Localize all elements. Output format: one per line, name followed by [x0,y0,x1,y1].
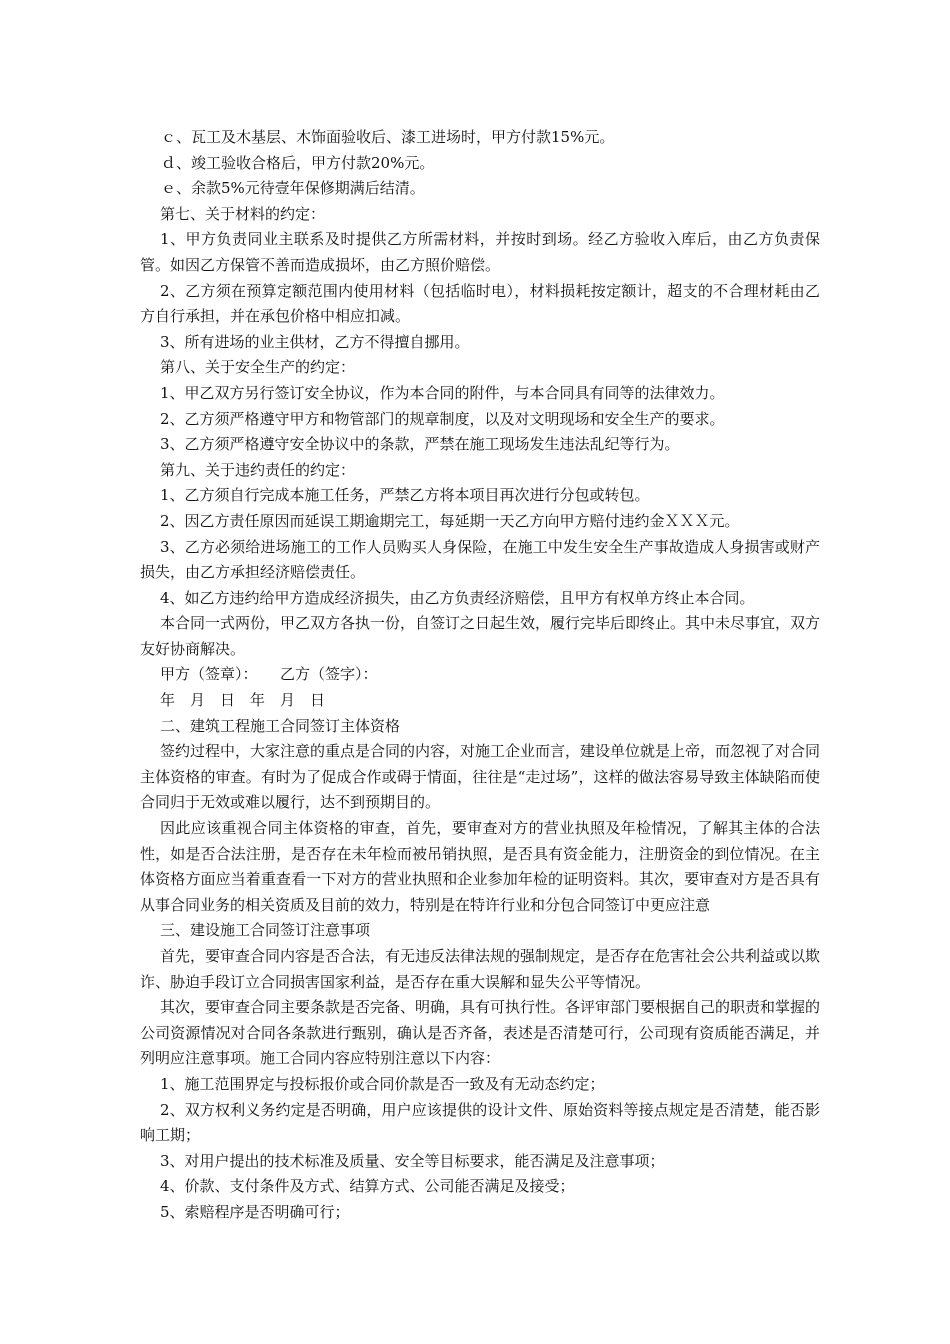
payment-clause-c: ｃ、瓦工及木基层、木饰面验收后、漆工进场时，甲方付款15%元。 [161,128,615,146]
payment-clause-d: ｄ、竣工验收合格后，甲方付款20%元。 [161,153,435,172]
date-line: 年 月 日 年 月 日 [160,691,326,710]
safety-clause-1: 1、甲乙双方另行签订安全协议，作为本合同的附件，与本合同具有同等的法律效力。 [160,383,725,402]
section-heading-materials: 第七、关于材料的约定： [160,204,326,223]
section-heading-qualification: 二、建筑工程施工合同签订主体资格 [160,716,401,735]
section-heading-liability: 第九、关于违约责任的约定： [160,460,356,479]
liability-clause-2: 2、因乙方责任原因而延误工期逾期完工，每延期一天乙方向甲方赔付违约金ＸＸＸ元。 [160,511,740,530]
materials-clause-2: 2、乙方须在预算定额范围内使用材料（包括临时电），材料损耗按定额计，超支的不合理材耗由乙方自行承担，并在承包价格中相应扣减。 [140,281,820,326]
precautions-para-1: 首先，要审查合同内容是否合法，有无违反法律法规的强制规定，是否存在危害社会公共利益或以欺诈、胁迫手段订立合同损害国家利益，是否存在重大误解和显失公平等情况。 [140,947,821,991]
precautions-item-5: 5、索赔程序是否明确可行； [160,1202,350,1221]
section-heading-safety: 第八、关于安全生产的约定： [160,358,356,377]
signature-line: 甲方（签章）： 乙方（签字）： [160,665,378,684]
liability-clause-4: 4、如乙方违约给甲方造成经济损失，由乙方负责经济赔偿，且甲方有权单方终止本合同。 [160,588,755,607]
precautions-item-1: 1、施工范围界定与投标报价或合同价款是否一致及有无动态约定； [160,1074,605,1093]
liability-clause-3: 3、乙方必须给进场施工的工作人员购买人身保险，在施工中发生安全生产事故造成人身损害或财产损失，由乙方承担经济赔偿责任。 [140,537,820,582]
liability-clause-1: 1、乙方须自行完成本施工任务，严禁乙方将本项目再次进行分包或转包。 [160,486,650,505]
safety-clause-2: 2、乙方须严格遵守甲方和物管部门的规章制度，以及对文明现场和安全生产的要求。 [160,409,725,428]
materials-clause-1: 1、甲方负责同业主联系及时提供乙方所需材料，并按时到场。经乙方验收入库后，由乙方负责保管。如因乙方保管不善而造成损坏，由乙方照价赔偿。 [140,230,820,274]
safety-clause-3: 3、乙方须严格遵守安全协议中的条款，严禁在施工现场发生违法乱纪等行为。 [160,435,680,454]
precautions-para-2: 其次，要审查合同主要条款是否完备、明确，具有可执行性。各评审部门要根据自己的职责和掌握的公司资源情况对合同各条款进行甄别，确认是否齐备，表述是否清楚可行，公司现有资质能否满足，并列明应注意事项。施工合同内容应特别注意以下内容： [140,998,821,1068]
materials-clause-3: 3、所有进场的业主供材，乙方不得擅自挪用。 [160,332,470,351]
payment-clause-e: ｅ、余款5%元待壹年保修期满后结清。 [161,179,425,198]
contract-validity-clause: 本合同一式两份，甲乙双方各执一份，自签订之日起生效，履行完毕后即终止。其中未尽事宜，双方友好协商解决。 [140,614,821,658]
document-page [140,125,820,1226]
section-heading-precautions: 三、建设施工合同签订注意事项 [160,921,371,940]
precautions-item-2: 2、双方权利义务约定是否明确，用户应该提供的设计文件、原始资料等接点规定是否清楚，能否影响工期； [140,1100,820,1145]
precautions-item-4: 4、价款、支付条件及方式、结算方式、公司能否满足及接受； [160,1177,575,1196]
qualification-para-1: 签约过程中，大家注意的重点是合同的内容，对施工企业而言，建设单位就是上帝，而忽视了对合同主体资格的审查。有时为了促成合作或碍于情面，往往是“走过场”，这样的做法容易导致主体缺陷而使合同归于无效或难以履行，达不到预期目的。 [140,742,821,812]
qualification-para-2: 因此应该重视合同主体资格的审查，首先，要审查对方的营业执照及年检情况，了解其主体的合法性，如是否合法注册，是否存在未年检而被吊销执照，是否具有资金能力，注册资金的到位情况。在主体资格方面应当着重查看一下对方的营业执照和企业参加年检的证明资料。其次，要审查对方是否具有从事合同业务的相关资质及目前的效力，特别是在特许行业和分包合同签订中更应注意 [140,819,820,914]
precautions-item-3: 3、对用户提出的技术标准及质量、安全等目标要求，能否满足及注意事项； [160,1151,665,1170]
